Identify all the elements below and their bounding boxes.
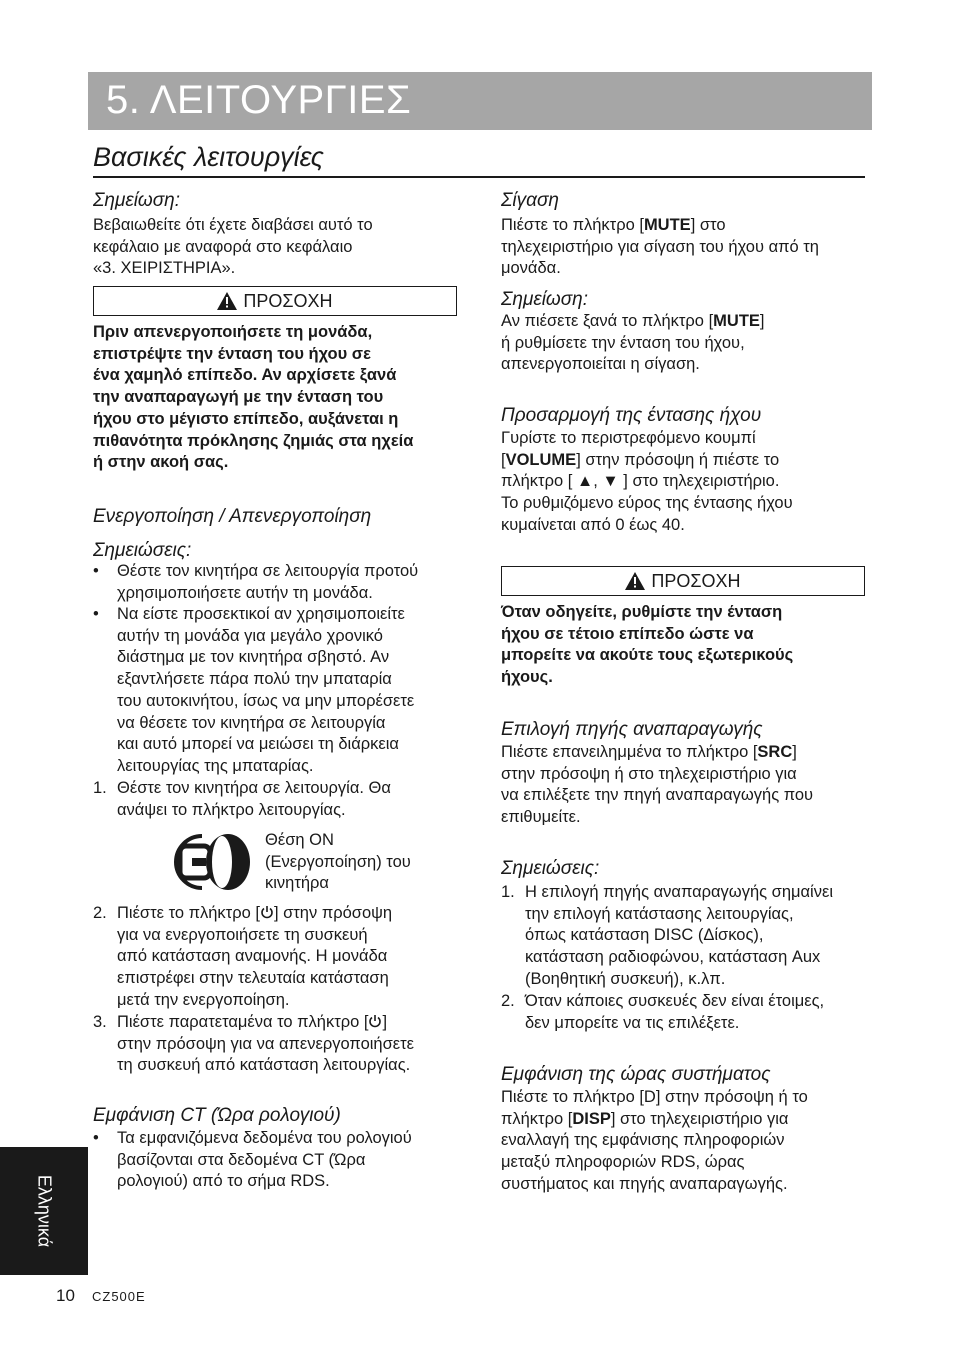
warning-icon [625,572,645,590]
caution-banner [93,286,457,316]
note-item: 1. Η επιλογή πηγής αναπαραγωγής σημαίνει την επιλογή κατάστασης λειτουργίας, όπως κατάσταση DISC (Δίσκος), κατάσταση ραδιοφώνου, κατάσταση Aux (Βοηθητική συσκευή), κ.λπ. [501,883,833,988]
source-notes-heading: Σημειώσεις: [501,858,600,879]
note-heading: Σημείωση: [93,190,181,211]
time-heading: Εμφάνιση της ώρας συστήματος [501,1064,771,1085]
caution-text: Όταν οδηγείτε, ρυθμίστε την ένταση ήχου σε τέτοιο επίπεδο ώστε να μπορείτε να ακούτε τους εξωτερικούς ήχους. [501,603,794,687]
ct-heading: Εμφάνιση CT (Ώρα ρολογιού) [93,1105,341,1126]
warning-icon [217,292,237,310]
time-text: Πιέστε το πλήκτρο [D] στην πρόσοψη ή το πλήκτρο [DISP] στο τηλεχειριστήριο για εναλλαγή της εμφάνισης πληροφοριών μεταξύ πληροφοριών RDS, ώρας συστήματος και πηγής αναπαραγωγής. [501,1088,808,1193]
bullet-item: • Τα εμφανιζόμενα δεδομένα του ρολογιού βασίζονται στα δεδομένα CT (Ώρα ρολογιού) από το σήμα RDS. [93,1129,412,1191]
power-icon [368,1014,382,1028]
note-item: 2. Όταν κάποιες συσκευές δεν είναι έτοιμες, δεν μπορείτε να τις επιλέξετε. [501,992,825,1032]
caution-banner [501,566,865,596]
volume-text: Γυρίστε το περιστρεφόμενο κουμπί [VOLUME] στην πρόσοψη ή πιέστε το πλήκτρο [ ▲, ▼ ] στο τηλεχειριστήριο. Το ρυθμιζόμενο εύρος της έντασης ήχου κυμαίνεται από 0 έως 40. [501,429,793,534]
caution-label: ΠΡΟΣΟΧΗ [243,290,333,311]
section-title: Βασικές λειτουργίες [93,142,324,172]
note-text: Βεβαιωθείτε ότι έχετε διαβάσει αυτό το κεφάλαιο με αναφορά στο κεφάλαιο «3. ΧΕΙΡΙΣΤΗΡΙΑ». [93,216,373,278]
section-divider [93,176,865,178]
step-item: 3. Πιέστε παρατεταμένα το πλήκτρο [ ] στην πρόσοψη για να απενεργοποιήσετε τη συσκευή από κατάσταση λειτουργίας. [93,1013,414,1075]
caution-label: ΠΡΟΣΟΧΗ [651,570,741,591]
mute-text: Πιέστε το πλήκτρο [MUTE] στο τηλεχειριστήριο για σίγαση του ήχου από τη μονάδα. [501,216,819,278]
mute-heading: Σίγαση [501,190,559,211]
step-item: 1. Θέστε τον κινητήρα σε λειτουργία. Θα ανάψει το πλήκτρο λειτουργίας. [93,779,391,819]
chapter-title: 5. ΛΕΙΤΟΥΡΓΙΕΣ [106,78,412,122]
caution-text: Πριν απενεργοποιήσετε τη μονάδα, επιστρέψτε την ένταση του ήχου σε ένα χαμηλό επίπεδο. Αν αρχίσετε ξανά την αναπαραγωγή με την ένταση του ήχου στο μέγιστο επίπεδο, αυξάνεται η πιθανότητα πρόκλησης ζημιάς στα ηχεία ή στην ακοή σας. [93,323,414,472]
power-icon [260,905,274,919]
bullet-item: • Να είστε προσεκτικοί αν χρησιμοποιείτε αυτήν τη μονάδα για μεγάλο χρονικό διάστημα με τον κινητήρα σβηστό. Αν εξαντλήσετε πάρα πολύ την μπαταρία του αυτοκινήτου, ίσως να μην μπορέσετε να θέσετε τον κινητήρα σε λειτουργία και αυτό μπορεί να μειώσει τη διάρκεια λειτουργίας της μπαταρίας. [93,605,415,775]
power-notes-heading: Σημειώσεις: [93,540,192,561]
model-name: CZ500E [92,1289,146,1304]
volume-heading: Προσαρμογή της έντασης ήχου [501,405,762,426]
power-heading: Ενεργοποίηση / Απενεργοποίηση [93,506,372,527]
chapter-header [88,72,872,130]
ignition-caption: Θέση ON (Ενεργοποίηση) του κινητήρα [265,831,411,893]
source-heading: Επιλογή πηγής αναπαραγωγής [501,719,763,740]
step-item: 2. Πιέστε το πλήκτρο [ ] στην πρόσοψη για να ενεργοποιήσετε τη συσκευή από κατάσταση αναμονής. Η μονάδα επιστρέφει στην τελευταία κατάσταση μετά την ενεργοποίηση. [93,904,393,1009]
source-text: Πιέστε επανειλημμένα το πλήκτρο [SRC] στην πρόσοψη ή στο τηλεχειριστήριο για να επιλέξετε την πηγή αναπαραγωγής που επιθυμείτε. [501,743,814,827]
mute-note-heading: Σημείωση: [501,289,589,310]
language-label: Ελληνικά [34,1174,55,1248]
mute-note-text: Αν πιέσετε ξανά το πλήκτρο [MUTE] ή ρυθμίσετε την ένταση του ήχου, απενεργοποιείται η σίγαση. [501,312,765,374]
page-number: 10 [56,1286,75,1305]
ignition-key-icon [172,832,262,892]
bullet-item: • Θέστε τον κινητήρα σε λειτουργία προτού χρησιμοποιήσετε αυτήν τη μονάδα. [93,562,419,602]
language-tab [0,1147,88,1275]
